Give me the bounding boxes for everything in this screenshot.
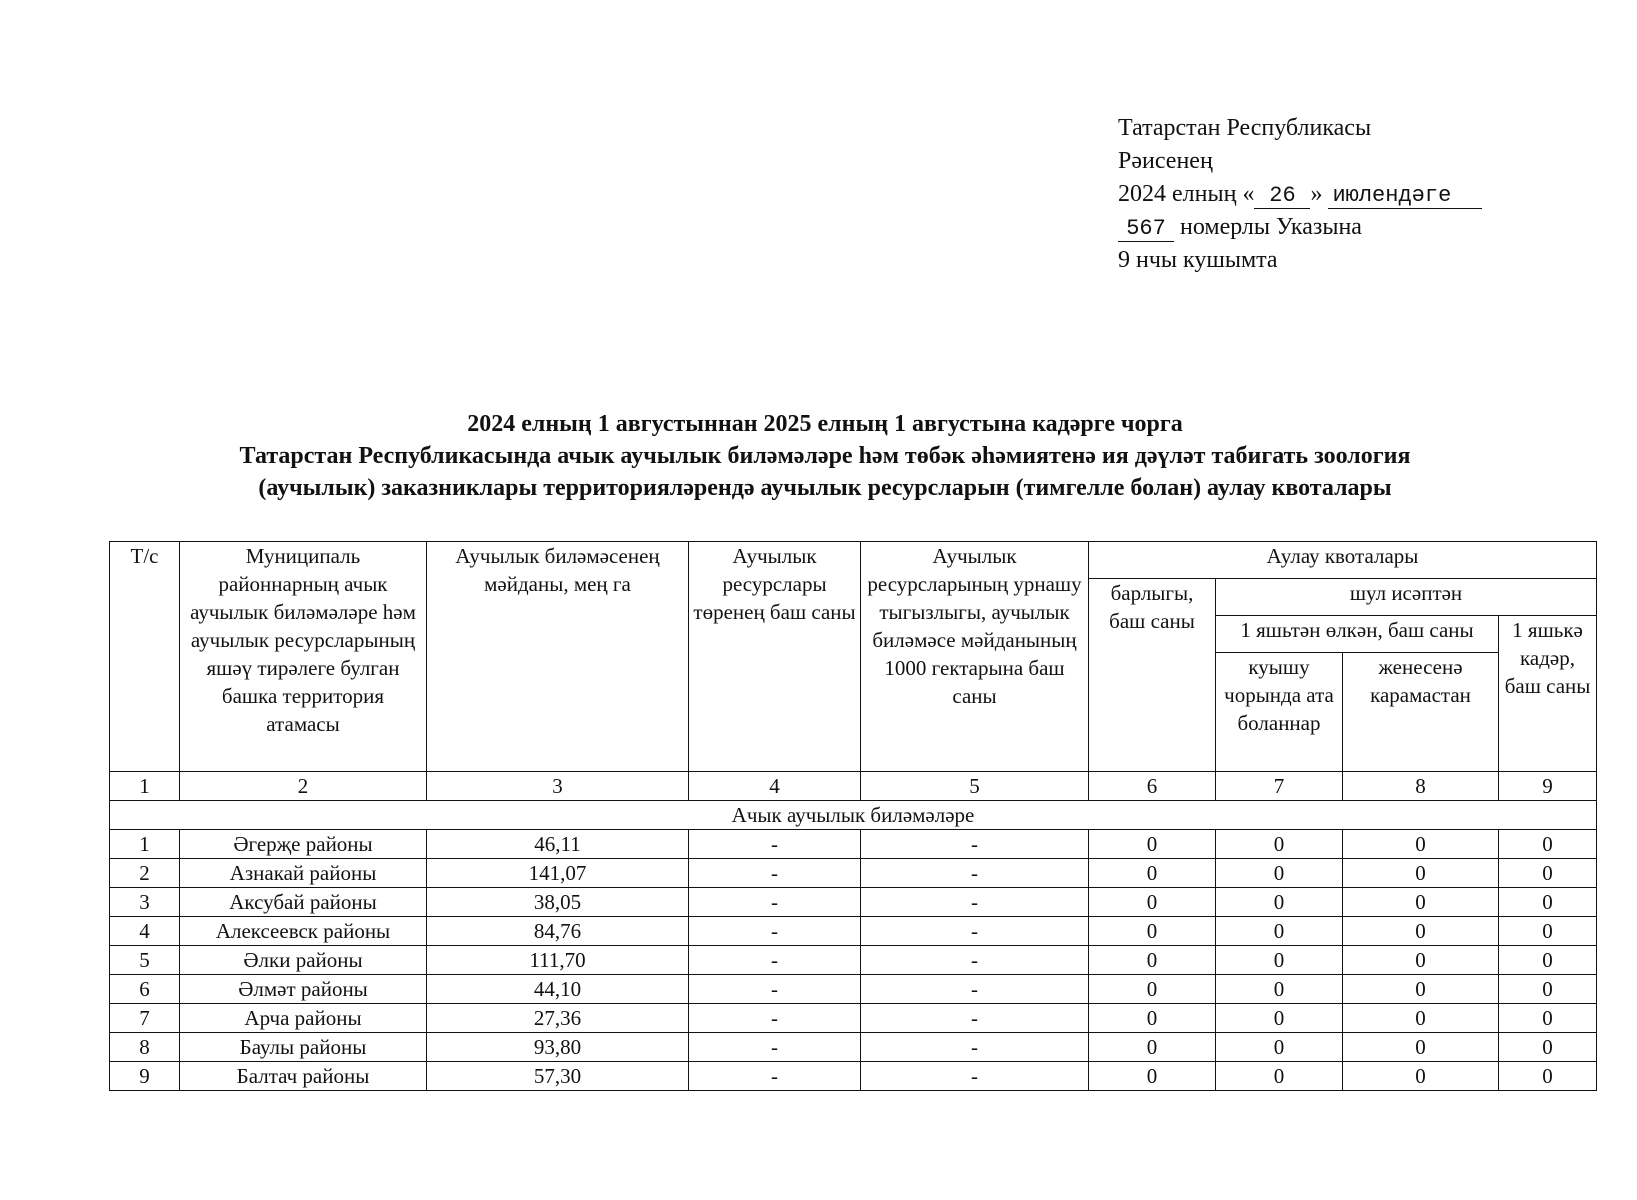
row-index: 2 [110,859,180,888]
table-row [110,859,1597,888]
row-index: 5 [110,946,180,975]
area-value: 111,70 [427,946,689,975]
area-value: 141,07 [427,859,689,888]
population-value: - [689,888,861,917]
quota-under-1y-value: 0 [1499,917,1597,946]
population-value: - [689,1062,861,1091]
population-value: - [689,1033,861,1062]
territory-name: Азнакай районы [180,859,427,888]
density-value: - [861,859,1089,888]
title-line-1: 2024 елның 1 августыннан 2025 елның 1 августына кадәрге чорга [467,411,1183,437]
quota-under-1y-value: 0 [1499,859,1597,888]
header-quota: Аулау квоталары [1089,542,1597,579]
territory-name: Алексеевск районы [180,917,427,946]
density-value: - [861,1062,1089,1091]
density-value: - [861,975,1089,1004]
document-title [100,408,1550,504]
table-row [110,1033,1597,1062]
column-number: 6 [1089,772,1216,801]
header-line-5: 9 нчы кушымта [1118,247,1278,273]
row-index: 7 [110,1004,180,1033]
quota-table [109,541,1597,1091]
title-line-2: Татарстан Республикасында ачык аучылык биләмәләре һәм төбәк әһәмиятенә ия дәүләт табигать зоология [239,443,1411,469]
column-number-row [110,772,1597,801]
column-number: 2 [180,772,427,801]
header-line-4 [1118,211,1482,244]
row-index: 6 [110,975,180,1004]
row-index: 1 [110,830,180,859]
area-value: 44,10 [427,975,689,1004]
section-title: Ачык аучылык биләмәләре [110,801,1597,830]
table-row [110,946,1597,975]
population-value: - [689,946,861,975]
header-of-which: шул исәптән [1216,579,1597,616]
header-col-territory: Муниципаль районнарның ачык аучылык биләмәләре һәм аучылык ресурсларының яшәү тирәлеге булган башка территория атамасы [180,542,427,772]
quota-any-sex-value: 0 [1343,1004,1499,1033]
area-value: 93,80 [427,1033,689,1062]
header-line-3 [1118,178,1482,211]
quota-antlered-value: 0 [1216,946,1343,975]
header-over-1-year: 1 яшьтән өлкән, баш саны [1216,616,1499,653]
population-value: - [689,1004,861,1033]
quota-antlered-value: 0 [1216,1004,1343,1033]
quota-any-sex-value: 0 [1343,888,1499,917]
territory-name: Әлки районы [180,946,427,975]
quota-under-1y-value: 0 [1499,830,1597,859]
decree-month-field: июлендәге [1328,184,1482,209]
table-row [110,917,1597,946]
quota-any-sex-value: 0 [1343,946,1499,975]
quota-total-value: 0 [1089,1033,1216,1062]
table-row [110,1062,1597,1091]
quota-any-sex-value: 0 [1343,830,1499,859]
density-value: - [861,1004,1089,1033]
area-value: 57,30 [427,1062,689,1091]
area-value: 38,05 [427,888,689,917]
quota-under-1y-value: 0 [1499,888,1597,917]
population-value: - [689,917,861,946]
header-under-1-year: 1 яшькә кадәр, баш саны [1499,616,1597,772]
density-value: - [861,830,1089,859]
header-antlered-males: куышу чорында ата боланнар [1216,653,1343,772]
quota-antlered-value: 0 [1216,1033,1343,1062]
quota-under-1y-value: 0 [1499,975,1597,1004]
quota-total-value: 0 [1089,1004,1216,1033]
quota-under-1y-value: 0 [1499,1033,1597,1062]
territory-name: Аксубай районы [180,888,427,917]
row-index: 8 [110,1033,180,1062]
section-row [110,801,1597,830]
table-row [110,888,1597,917]
quota-antlered-value: 0 [1216,917,1343,946]
decree-day-field: 26 [1254,184,1310,209]
title-line-3: (аучылык) заказниклары территорияләрендә аучылык ресурсларын (тимгелле болан) аулау квоталары [258,475,1392,501]
decree-number-suffix: номерлы Указына [1174,214,1362,240]
density-value: - [861,1033,1089,1062]
quota-any-sex-value: 0 [1343,1062,1499,1091]
quota-antlered-value: 0 [1216,830,1343,859]
quota-antlered-value: 0 [1216,859,1343,888]
date-mid: » [1310,181,1329,207]
column-number: 8 [1343,772,1499,801]
density-value: - [861,917,1089,946]
quota-any-sex-value: 0 [1343,859,1499,888]
column-number: 4 [689,772,861,801]
table-row [110,975,1597,1004]
column-number: 7 [1216,772,1343,801]
quota-under-1y-value: 0 [1499,1062,1597,1091]
decree-annex-header [1118,112,1482,277]
date-prefix: 2024 елның « [1118,181,1255,207]
quota-total-value: 0 [1089,830,1216,859]
header-col-index: Т/с [110,542,180,772]
area-value: 27,36 [427,1004,689,1033]
table-row [110,830,1597,859]
column-number: 3 [427,772,689,801]
quota-antlered-value: 0 [1216,1062,1343,1091]
decree-number-field: 567 [1118,217,1174,242]
row-index: 3 [110,888,180,917]
quota-any-sex-value: 0 [1343,975,1499,1004]
column-number: 5 [861,772,1089,801]
quota-any-sex-value: 0 [1343,917,1499,946]
population-value: - [689,859,861,888]
header-col-area: Аучылык биләмәсенең мәйданы, мең га [427,542,689,772]
header-line-1: Татарстан Республикасы [1118,115,1372,141]
row-index: 4 [110,917,180,946]
quota-antlered-value: 0 [1216,975,1343,1004]
quota-total-value: 0 [1089,1062,1216,1091]
quota-any-sex-value: 0 [1343,1033,1499,1062]
column-number: 1 [110,772,180,801]
territory-name: Әгерҗе районы [180,830,427,859]
header-any-sex: женесенә карамастан [1343,653,1499,772]
quota-total-value: 0 [1089,946,1216,975]
table-row [110,1004,1597,1033]
header-line-2: Рәисенең [1118,148,1213,174]
row-index: 9 [110,1062,180,1091]
header-total: барлыгы, баш саны [1089,579,1216,772]
quota-total-value: 0 [1089,917,1216,946]
density-value: - [861,888,1089,917]
population-value: - [689,830,861,859]
area-value: 84,76 [427,917,689,946]
header-col-density: Аучылык ресурсларының урнашу тыгызлыгы, аучылык биләмәсе мәйданының 1000 гектарына баш саны [861,542,1089,772]
quota-total-value: 0 [1089,975,1216,1004]
territory-name: Балтач районы [180,1062,427,1091]
quota-under-1y-value: 0 [1499,946,1597,975]
quota-under-1y-value: 0 [1499,1004,1597,1033]
density-value: - [861,946,1089,975]
area-value: 46,11 [427,830,689,859]
territory-name: Әлмәт районы [180,975,427,1004]
quota-total-value: 0 [1089,859,1216,888]
quota-antlered-value: 0 [1216,888,1343,917]
territory-name: Баулы районы [180,1033,427,1062]
territory-name: Арча районы [180,1004,427,1033]
population-value: - [689,975,861,1004]
quota-total-value: 0 [1089,888,1216,917]
column-number: 9 [1499,772,1597,801]
header-col-population: Аучылык ресурслары төренең баш саны [689,542,861,772]
